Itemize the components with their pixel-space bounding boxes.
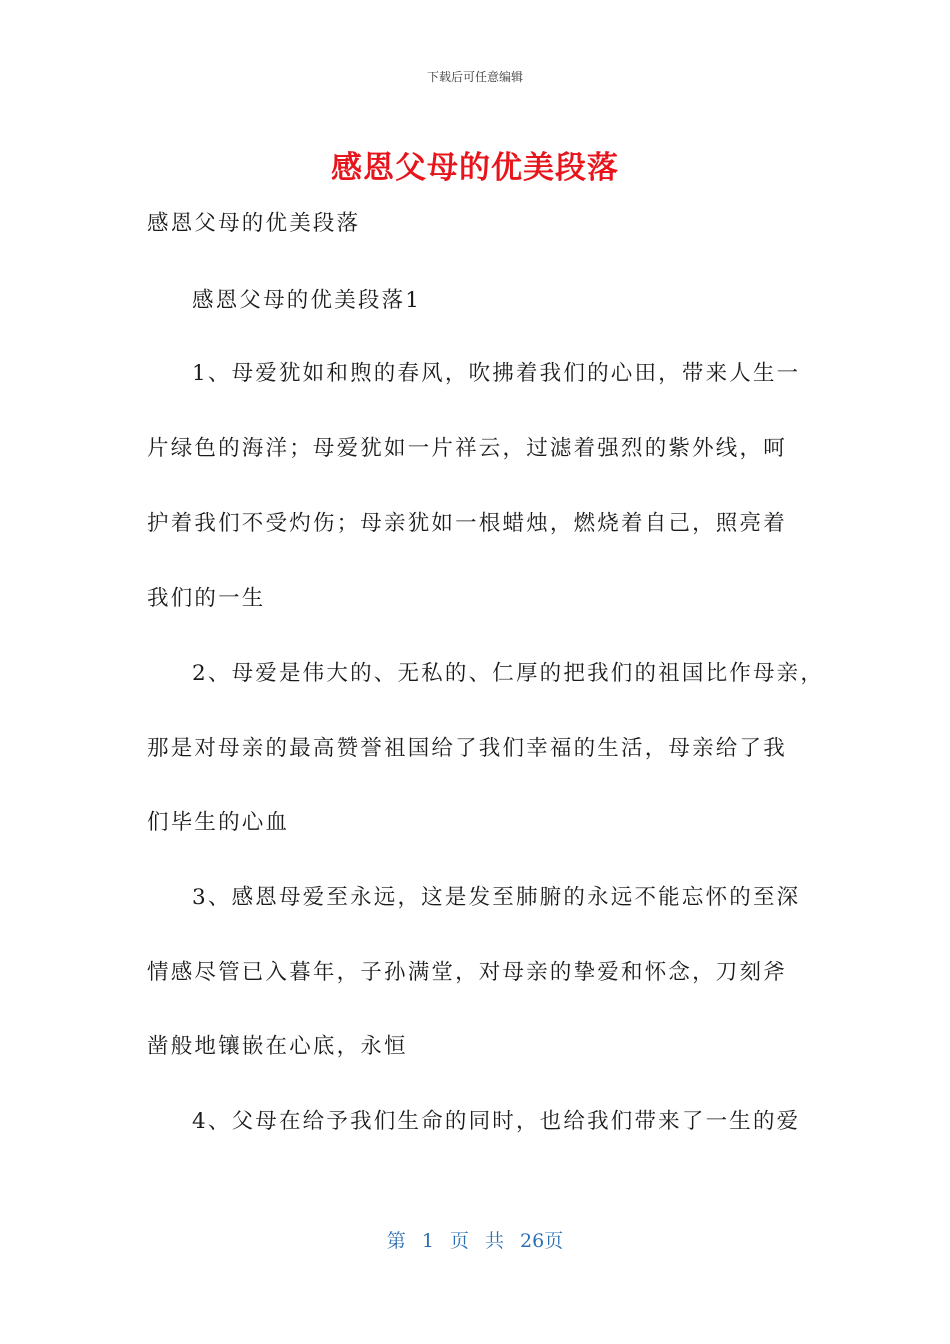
header-note: 下载后可任意编辑	[426, 70, 523, 84]
page-number-footer: 第 1 页 共 26页	[386, 1230, 564, 1252]
paragraph-line: 护着我们不受灼伤；母亲犹如一根蜡烛，燃烧着自己，照亮着	[147, 511, 787, 536]
document-title: 感恩父母的优美段落	[331, 150, 619, 186]
paragraph-line: 2、母爱是伟大的、无私的、仁厚的把我们的祖国比作母亲，	[192, 661, 825, 686]
paragraph-line: 片绿色的海洋；母爱犹如一片祥云，过滤着强烈的紫外线，呵	[147, 436, 787, 461]
subtitle-line: 感恩父母的优美段落	[147, 211, 361, 236]
paragraph-line: 情感尽管已入暮年，子孙满堂，对母亲的挚爱和怀念，刀刻斧	[147, 960, 787, 985]
section-heading: 感恩父母的优美段落1	[192, 288, 422, 313]
paragraph-line: 我们的一生	[147, 586, 266, 611]
paragraph-line: 1、母爱犹如和煦的春风，吹拂着我们的心田，带来人生一	[192, 361, 801, 386]
paragraph-line: 凿般地镶嵌在心底，永恒	[147, 1034, 408, 1059]
paragraph-line: 4、父母在给予我们生命的同时，也给我们带来了一生的爱	[192, 1109, 801, 1134]
paragraph-line: 那是对母亲的最高赞誉祖国给了我们幸福的生活，母亲给了我	[147, 736, 787, 761]
paragraph-line: 3、感恩母爱至永远，这是发至肺腑的永远不能忘怀的至深	[192, 885, 801, 910]
paragraph-line: 们毕生的心血	[147, 810, 290, 835]
